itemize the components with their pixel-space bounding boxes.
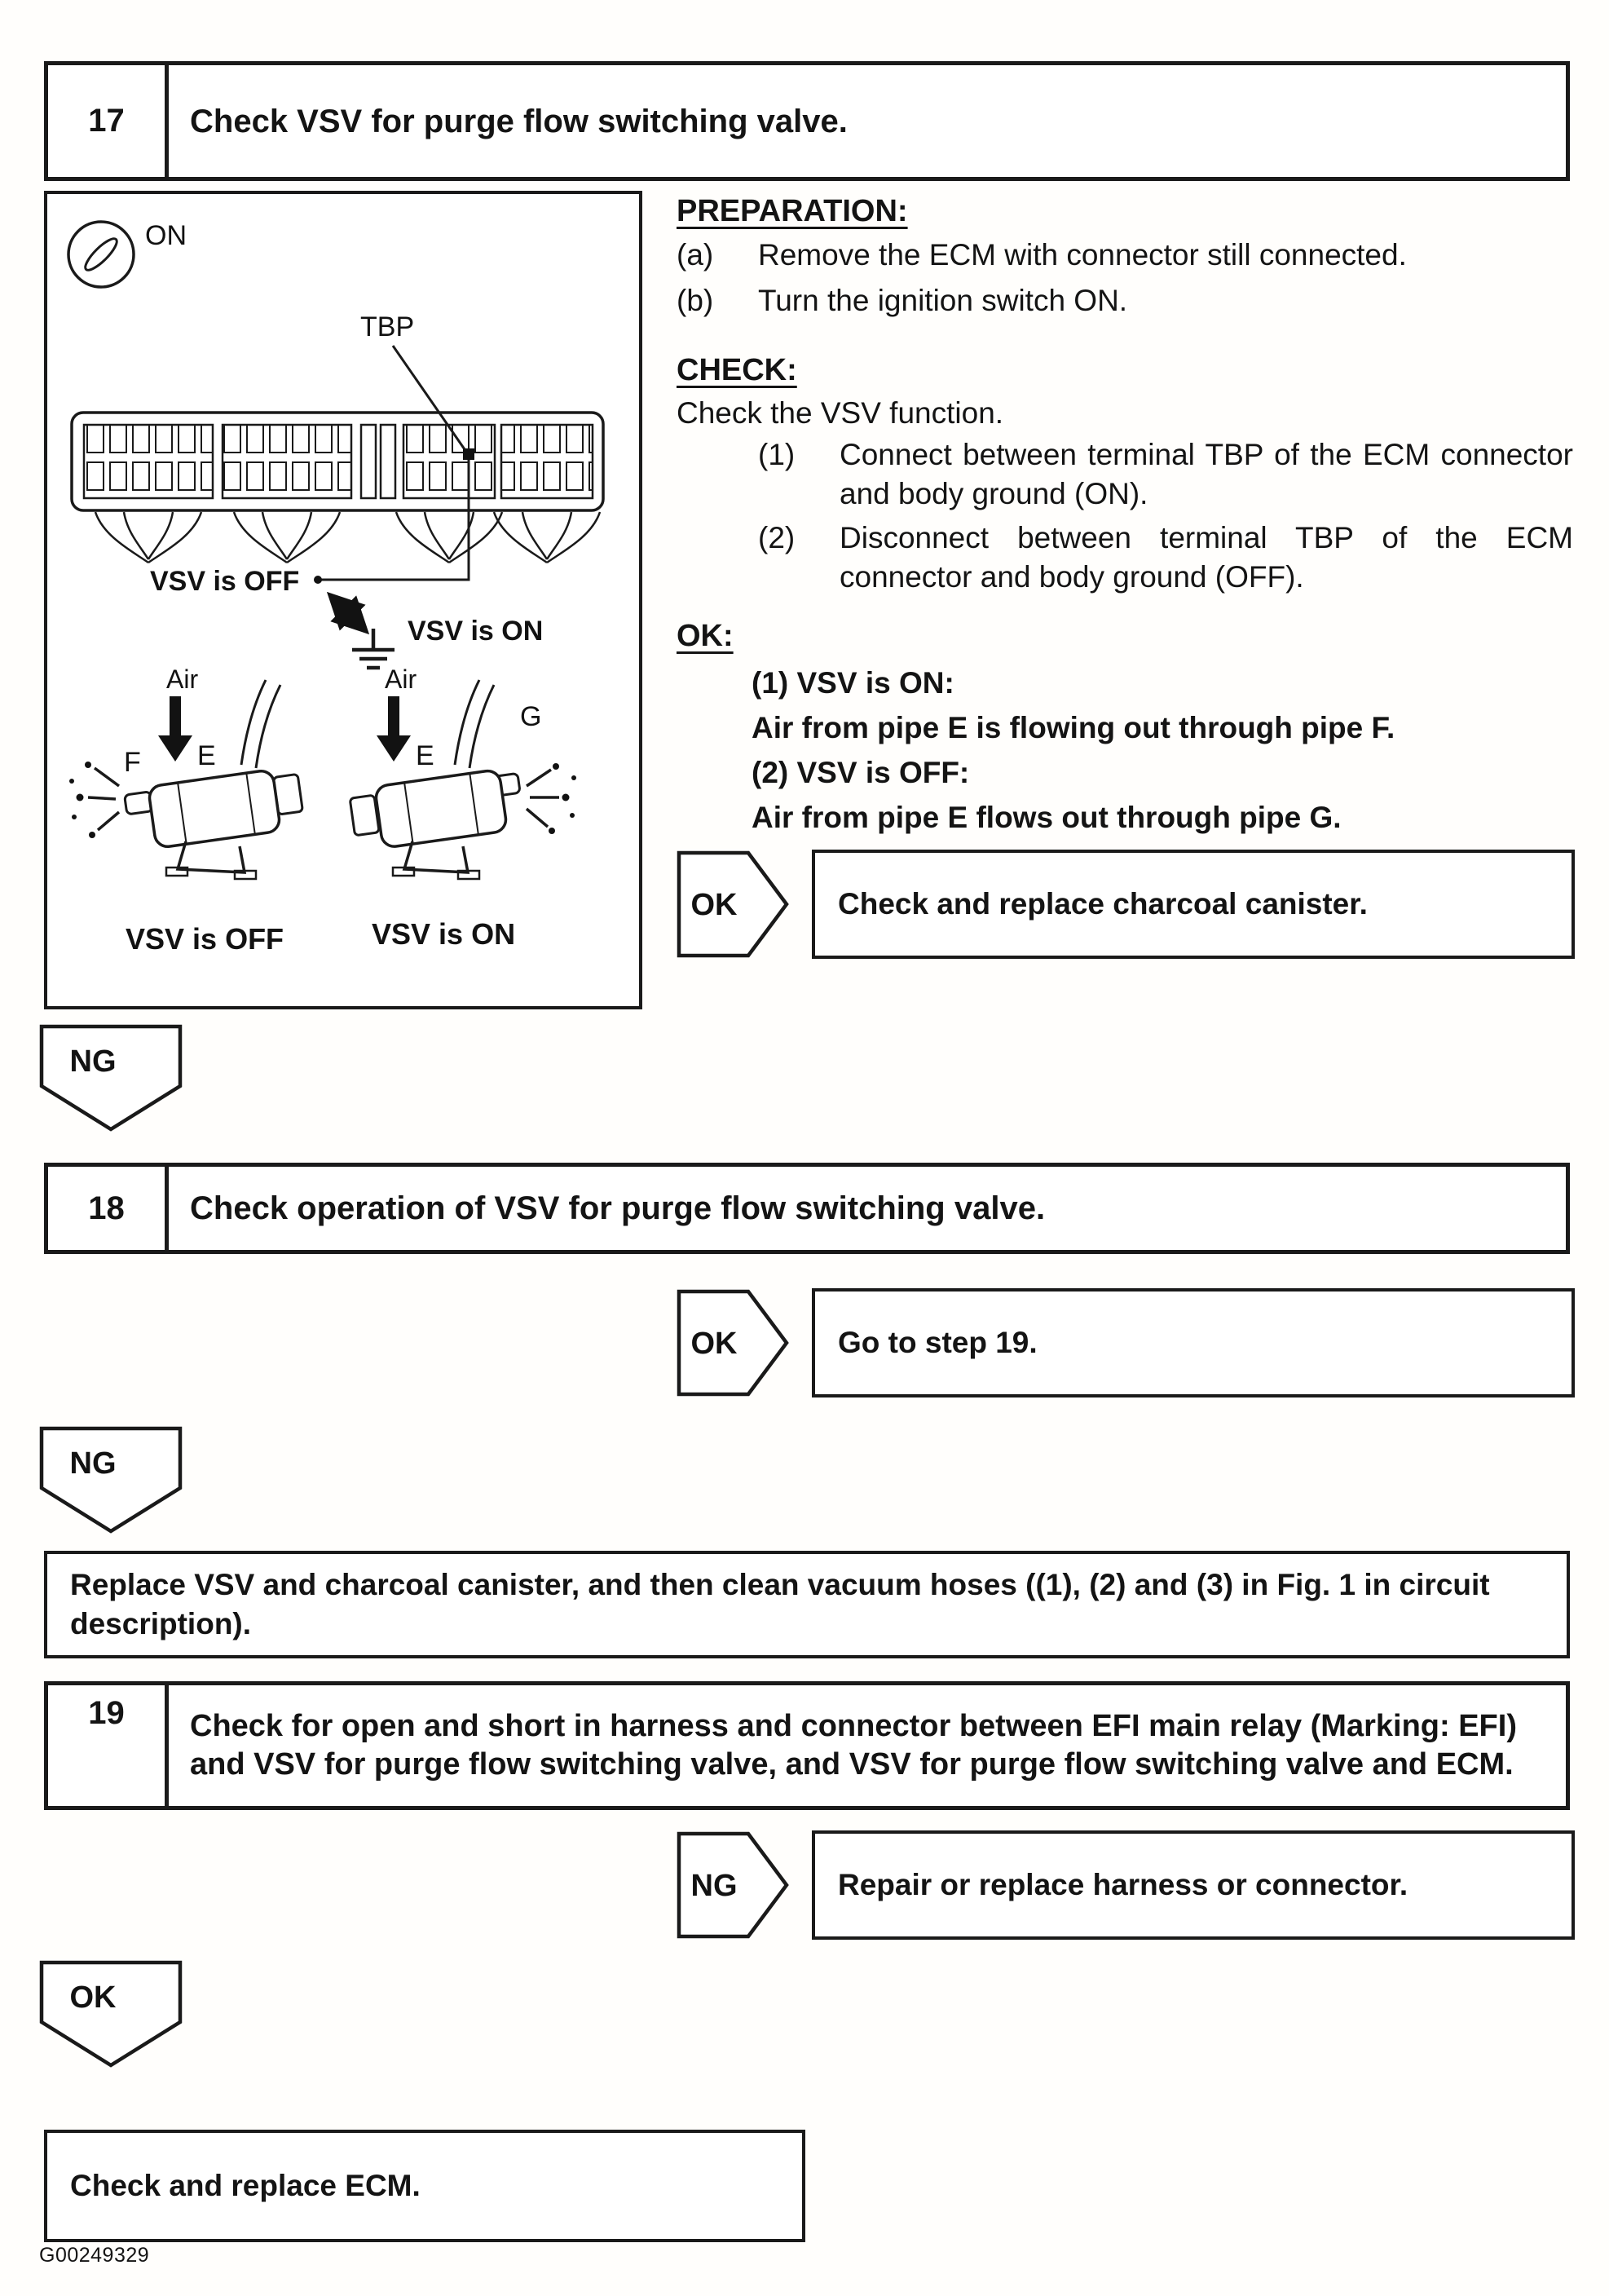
item-label: (2) xyxy=(758,521,796,555)
ok-action-1: Check and replace charcoal canister. xyxy=(812,850,1575,959)
wire-bundles xyxy=(95,512,600,563)
step-18-box xyxy=(44,1163,1570,1254)
ng-label: NG xyxy=(69,1044,117,1079)
air-label-left: Air xyxy=(166,665,199,694)
vsv-diagram-svg xyxy=(47,194,639,1006)
wire-on-label: VSV is ON xyxy=(408,616,544,647)
check-intro: Check the VSV function. xyxy=(677,396,1004,430)
preparation-item-a xyxy=(677,236,1573,275)
preparation-item-b xyxy=(677,281,1573,320)
air-label-right: Air xyxy=(385,665,417,694)
ok-spec-line: Air from pipe E flows out through pipe G. xyxy=(752,800,1342,834)
ng-pentagon-icon-1 xyxy=(39,1024,183,1132)
vsv-check-diagram xyxy=(44,191,642,1009)
toggle-arrow-icon xyxy=(333,598,364,629)
ok-spec-line: (2) VSV is OFF: xyxy=(752,755,970,789)
item-label: (b) xyxy=(677,284,714,318)
figure-code: G00249329 xyxy=(39,2244,150,2267)
ok-spec-line: (1) VSV is ON: xyxy=(752,665,954,700)
item-text: Disconnect between terminal TBP of the ECM connector and body ground (OFF). xyxy=(840,521,1573,594)
ok-spec-line: Air from pipe E is flowing out through pipe F. xyxy=(752,710,1395,744)
check-item-2 xyxy=(758,519,1573,597)
ok-heading: OK: xyxy=(677,618,734,653)
pipe-g-label: G xyxy=(520,701,542,732)
preparation-heading: PREPARATION: xyxy=(677,194,908,228)
pipe-f-label: F xyxy=(124,747,141,778)
ng-pentagon-icon-2 xyxy=(39,1426,183,1534)
step-19-box xyxy=(44,1681,1570,1810)
instructions-column xyxy=(677,194,1573,837)
ng-action-3: Repair or replace harness or connector. xyxy=(812,1830,1575,1940)
ignition-on-label: ON xyxy=(145,220,187,251)
ok-label: OK xyxy=(690,1327,738,1361)
check-item-1 xyxy=(758,435,1573,514)
ok-arrow-icon xyxy=(677,850,789,958)
ng-label: NG xyxy=(690,1869,738,1903)
wire-off-label: VSV is OFF xyxy=(150,566,300,597)
tbp-label: TBP xyxy=(360,311,415,342)
step-17-title: Check VSV for purge flow switching valve. xyxy=(190,103,848,139)
wire-end-dot xyxy=(314,576,322,584)
spray-left-icon xyxy=(88,768,119,830)
air-arrow-left-icon xyxy=(158,696,192,762)
ok-pentagon-icon-3 xyxy=(39,1960,183,2068)
caption-vsv-on: VSV is ON xyxy=(372,917,516,951)
item-text: Connect between terminal TBP of the ECM connector and body ground (ON). xyxy=(840,438,1573,511)
spray-right-icon xyxy=(527,770,559,827)
vsv-off-illustration xyxy=(69,665,305,956)
ng-branch-3 xyxy=(677,1830,1575,1940)
step-18-number: 18 xyxy=(48,1167,169,1250)
air-arrow-right-icon xyxy=(377,696,411,762)
result-box-replace-vsv: Replace VSV and charcoal canister, and then clean vacuum hoses ((1), (2) and (3) in Fig. 1 in circuit description). xyxy=(44,1551,1570,1658)
step-17-number: 17 xyxy=(48,65,169,177)
item-label: (1) xyxy=(758,438,796,472)
result-box-replace-ecm: Check and replace ECM. xyxy=(44,2130,805,2242)
step-19-title: Check for open and short in harness and connector between EFI main relay (Marking: EFI) and VSV for purge flow switching valve, and VSV for purge flow switching valve and ECM. xyxy=(190,1708,1517,1782)
item-text: Turn the ignition switch ON. xyxy=(758,284,1128,318)
pipe-e-left-label: E xyxy=(197,740,216,771)
ok-branch-1 xyxy=(677,850,1575,959)
item-label: (a) xyxy=(677,238,714,272)
ng-arrow-icon xyxy=(677,1831,789,1939)
caption-vsv-off: VSV is OFF xyxy=(126,922,284,956)
item-text: Remove the ECM with connector still connected. xyxy=(758,238,1407,272)
step-18-title: Check operation of VSV for purge flow switching valve. xyxy=(190,1190,1046,1226)
check-heading: CHECK: xyxy=(677,353,797,388)
ground-symbol-icon xyxy=(352,629,395,668)
ok-label: OK xyxy=(69,1980,117,2015)
ok-label: OK xyxy=(690,888,738,922)
pipe-e-right-label: E xyxy=(416,740,434,771)
tbp-pin-icon xyxy=(463,448,474,460)
step-19-number: 19 xyxy=(48,1685,169,1806)
step-17-box xyxy=(44,61,1570,181)
ok-action-2: Go to step 19. xyxy=(812,1288,1575,1397)
ng-label: NG xyxy=(69,1446,117,1481)
ok-arrow-icon xyxy=(677,1289,789,1397)
ignition-key-icon xyxy=(68,222,134,287)
ecm-connector xyxy=(72,413,603,510)
vsv-on-illustration xyxy=(349,665,576,951)
ok-branch-2 xyxy=(677,1288,1575,1397)
